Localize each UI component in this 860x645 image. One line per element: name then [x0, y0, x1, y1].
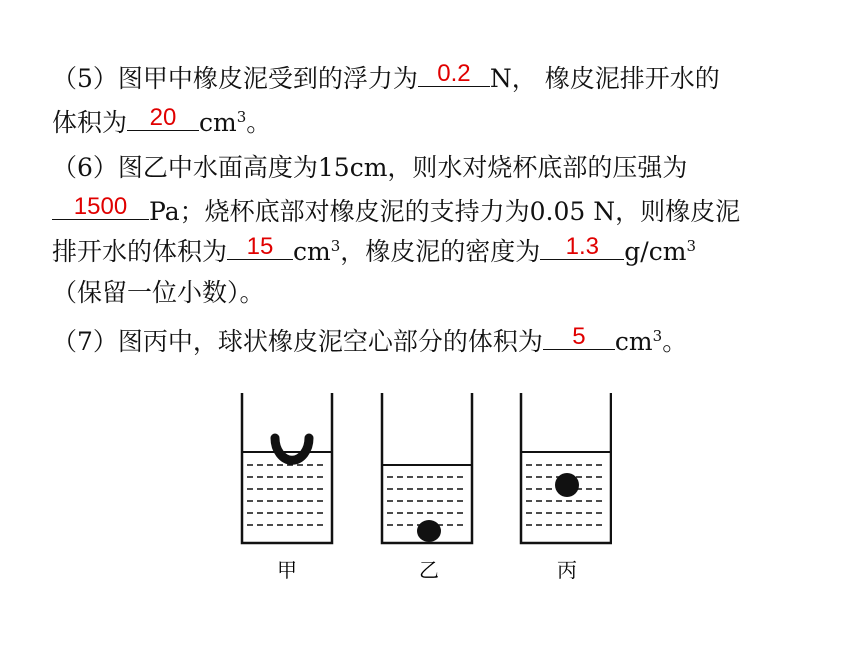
q6-line3	[52, 233, 696, 270]
q6-unit-2-exp: 3	[686, 237, 696, 255]
q6-blank-3	[540, 233, 624, 260]
caption-bing: 丙	[557, 558, 577, 582]
q7-blank-1	[543, 323, 615, 350]
beaker-figures	[232, 385, 612, 585]
q6-line2	[52, 193, 740, 230]
q6-answer-1: 1500	[73, 193, 128, 220]
q5-text-c: 体积为	[52, 108, 128, 137]
q7-answer-1: 5	[572, 323, 586, 350]
q5-text-a: （5）图甲中橡皮泥受到的浮力为	[52, 64, 418, 93]
q6-text-b: Pa；烧杯底部对橡皮泥的支持力为0.05 N，则橡皮泥	[149, 197, 741, 226]
q6-text-e: （保留一位小数）。	[52, 278, 265, 307]
q6-unit-2: g/cm	[624, 237, 687, 266]
q5-blank-2	[127, 104, 199, 131]
q7-text-b: 。	[662, 327, 688, 356]
q7-line1	[52, 323, 687, 360]
caption-yi: 乙	[419, 558, 439, 582]
q6-text-c: 排开水的体积为	[52, 237, 228, 266]
q6-text-d: ，橡皮泥的密度为	[340, 237, 541, 266]
q5-text-d: 。	[246, 108, 272, 137]
beaker-jia-wall	[242, 393, 332, 543]
q5-line2	[52, 104, 271, 141]
q6-unit-1-exp: 3	[330, 237, 341, 255]
q5-text-b: N， 橡皮泥排开水的	[489, 64, 720, 93]
beaker-bing-wall	[521, 393, 611, 543]
beaker-jia-water	[247, 465, 327, 525]
q5-answer-2: 20	[149, 104, 177, 131]
q5-answer-1: 0.2	[437, 60, 471, 87]
q5-unit: cm	[199, 108, 237, 137]
q6-blank-2	[227, 233, 293, 260]
beaker-yi	[382, 393, 472, 543]
q6-answer-2: 15	[246, 233, 274, 260]
bowl-shaped-clay	[275, 438, 309, 460]
caption-jia: 甲	[277, 558, 297, 582]
q6-blank-1	[52, 193, 149, 220]
hollow-clay-ball-suspended	[555, 473, 579, 497]
q5-unit-exp: 3	[236, 108, 247, 126]
q7-unit-exp: 3	[652, 327, 663, 345]
beaker-bing	[521, 393, 611, 543]
clay-ball-sunk	[417, 520, 441, 542]
q6-answer-3: 1.3	[565, 233, 599, 260]
beaker-jia	[242, 393, 332, 543]
q7-unit: cm	[614, 327, 653, 356]
beaker-yi-water	[387, 477, 467, 525]
q5-line1	[52, 60, 720, 97]
q5-blank-1	[418, 60, 490, 87]
q6-line1	[52, 150, 687, 186]
q7-text-a: （7）图丙中，球状橡皮泥空心部分的体积为	[52, 327, 543, 356]
q6-text-a: （6）图乙中水面高度为15cm，则水对烧杯底部的压强为	[52, 153, 688, 182]
q6-line4	[52, 275, 265, 311]
q6-unit-1: cm	[293, 237, 331, 266]
